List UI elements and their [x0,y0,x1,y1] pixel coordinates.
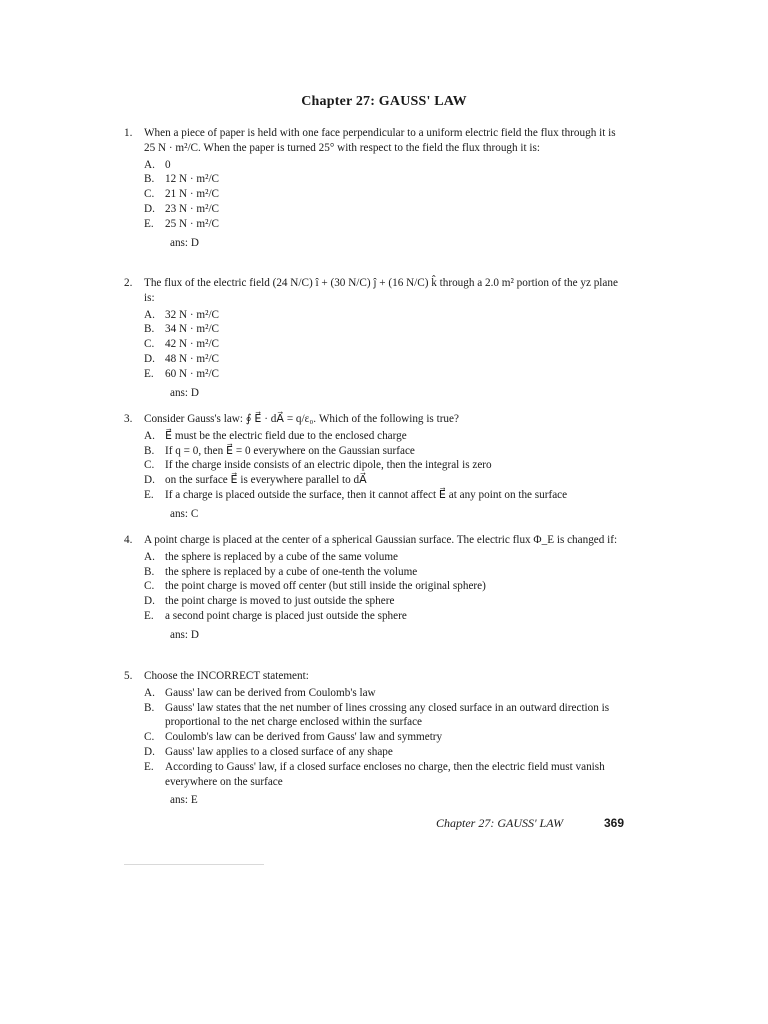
option-list [144,429,624,503]
option-list [144,686,624,790]
option-letter: E. [144,217,154,230]
option [144,187,624,202]
option-letter: A. [144,308,155,321]
option [144,172,624,187]
option [144,730,624,745]
option-letter: A. [144,429,155,442]
option-letter: C. [144,580,155,593]
question-2 [124,276,624,400]
question-text: Choose the INCORRECT statement: [144,670,309,682]
option-list [144,308,624,382]
option-letter: A. [144,686,155,699]
question-text: The flux of the electric field (24 N/C) î + (30 N/C) ĵ + (16 N/C) k̂ through a 2.0 m² portion of the yz plane is: [144,277,618,304]
question-text: Consider Gauss's law: ∮ E⃗ · dA⃗ = q/ε₀. Which of the following is true? [144,413,459,425]
option-text: E⃗ must be the electric field due to the enclosed charge [165,429,407,442]
option [144,217,624,232]
option [144,337,624,352]
option-letter: C. [144,188,155,201]
answer-text: ans: D [170,628,199,641]
option-text: 12 N · m²/C [165,173,220,186]
option-text: 21 N · m²/C [165,188,220,201]
question-number: 4. [124,534,133,546]
option-text: 0 [165,158,171,171]
option-text: Gauss' law applies to a closed surface of any shape [165,745,393,758]
option [144,367,624,382]
answer-text: ans: D [170,386,199,399]
option [144,488,624,503]
option-text: on the surface E⃗ is everywhere parallel to dA⃗ [165,474,367,487]
option-letter: C. [144,731,155,744]
page-number: 369 [603,816,624,830]
option-text: According to Gauss' law, if a closed surface encloses no charge, then the electric field must vanish everywhere on the surface [165,760,605,788]
question-3 [124,412,624,522]
option [144,745,624,760]
option-text: a second point charge is placed just outside the sphere [165,609,407,622]
option-letter: E. [144,760,154,773]
option-letter: B. [144,173,155,186]
question-text: A point charge is placed at the center of a spherical Gaussian surface. The electric flux Φ_E is changed if: [144,534,618,546]
option-text: 23 N · m²/C [165,202,220,215]
option-letter: A. [144,158,155,171]
option-list [144,550,624,624]
option-letter: B. [144,444,155,457]
option-letter: E. [144,367,154,380]
option [144,594,624,609]
question-number: 5. [124,670,133,682]
option-text: 25 N · m²/C [165,217,220,230]
option [144,158,624,173]
question-4 [124,533,624,643]
option-letter: C. [144,338,155,351]
option-text: Gauss' law states that the net number of lines crossing any closed surface in an outward direction is proportional to the net charge enclosed within the surface [165,701,610,729]
option-letter: E. [144,488,154,501]
divider [124,864,264,865]
question-stem [124,533,624,548]
option-text: the point charge is moved to just outside the sphere [165,595,395,608]
option-letter: D. [144,745,155,758]
question-5 [124,669,624,808]
option-list [144,158,624,232]
question-stem [124,669,624,684]
option [144,352,624,367]
option [144,701,624,731]
question-1 [124,126,624,250]
option-text: If the charge inside consists of an electric dipole, then the integral is zero [165,459,492,472]
option-letter: B. [144,701,155,714]
question-stem [124,412,624,427]
footer-chapter-title: Chapter 27: GAUSS' LAW [436,816,564,830]
question-number: 3. [124,413,133,425]
option-text: If a charge is placed outside the surface, then it cannot affect E⃗ at any point on the surface [165,488,568,501]
option [144,609,624,624]
option [144,473,624,488]
option [144,308,624,323]
option-letter: D. [144,352,155,365]
option-letter: D. [144,595,155,608]
question-number: 1. [124,127,133,139]
option [144,579,624,594]
option-letter: E. [144,609,154,622]
option-text: Coulomb's law can be derived from Gauss' law and symmetry [165,731,443,744]
option-text: the sphere is replaced by a cube of the same volume [165,550,398,563]
question-number: 2. [124,277,133,289]
option-text: 60 N · m²/C [165,367,220,380]
option-letter: C. [144,459,155,472]
question-stem [124,126,624,156]
answer-text: ans: C [170,507,199,520]
option-text: 34 N · m²/C [165,323,220,336]
answer-text: ans: D [170,236,199,249]
option [144,429,624,444]
option [144,444,624,459]
option-text: the sphere is replaced by a cube of one-tenth the volume [165,565,418,578]
option [144,760,624,790]
option-letter: D. [144,474,155,487]
question-stem [124,276,624,306]
option-letter: B. [144,323,155,336]
option [144,458,624,473]
option [144,322,624,337]
answer-text: ans: E [170,794,198,807]
option-text: Gauss' law can be derived from Coulomb's law [165,686,376,699]
option-text: 48 N · m²/C [165,352,220,365]
option [144,686,624,701]
option-letter: D. [144,202,155,215]
option-text: 32 N · m²/C [165,308,220,321]
question-text: When a piece of paper is held with one face perpendicular to a uniform electric field the flux through it is 25 N · m²/C. When the paper is turned 25° with respect to the field the flux through it is: [144,127,616,154]
option [144,565,624,580]
option-text: the point charge is moved off center (but still inside the original sphere) [165,580,486,593]
option [144,202,624,217]
option-text: If q = 0, then E⃗ = 0 everywhere on the Gaussian surface [165,444,415,457]
option-letter: B. [144,565,155,578]
option-letter: A. [144,550,155,563]
option-text: 42 N · m²/C [165,338,220,351]
option [144,550,624,565]
page-footer [436,816,624,831]
page-title: Chapter 27: GAUSS' LAW [301,94,467,109]
